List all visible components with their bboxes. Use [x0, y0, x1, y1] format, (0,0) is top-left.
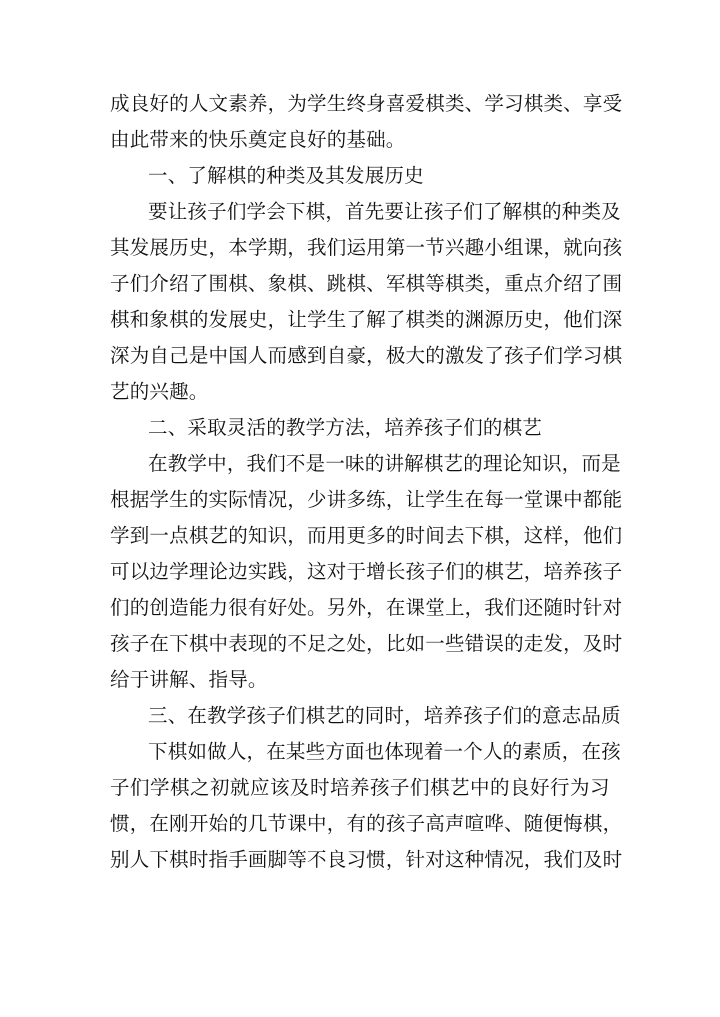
paragraph-line: 其 发 展 历 史 ， 本 学 期 ， 我 们 运 用 第 一 节 兴 趣 小 组 课 ， 就 向 孩	[110, 236, 623, 259]
paragraph-line: 下 棋 如 做 人 ， 在 某 些 方 面 也 体 现 着 一 个 人 的 素 质 ， 在 孩	[148, 740, 621, 763]
paragraph-line: 惯 ， 在 刚 开 始 的 几 节 课 中 ， 有 的 孩 子 高 声 喧 哗 、 随 便 悔 棋 ，	[110, 812, 623, 835]
paragraph-line: 成 良 好 的 人 文 素 养 ， 为 学 生 终 身 喜 爱 棋 类 、 学 习 棋 类 、 享 受	[110, 92, 623, 115]
paragraph-line: 子 们 介 绍 了 围 棋 、 象 棋 、 跳 棋 、 军 棋 等 棋 类 ， 重 点 介 绍 了 围	[110, 272, 623, 295]
paragraph-line: 别 人 下 棋 时 指 手 画 脚 等 不 良 习 惯 ， 针 对 这 种 情 况 ， 我 们 及 时	[110, 848, 623, 871]
document-body	[110, 86, 623, 878]
paragraph-line: 可 以 边 学 理 论 边 实 践 ， 这 对 于 增 长 孩 子 们 的 棋 艺 ， 培 养 孩 子	[110, 560, 623, 583]
paragraph-line: 孩 子 在 下 棋 中 表 现 的 不 足 之 处 ， 比 如 一 些 错 误 的 走 发 ， 及 时	[110, 632, 623, 655]
section-heading: 二、采取灵活的教学方法，培养孩子们的棋艺	[148, 416, 543, 439]
paragraph-line: 根 据 学 生 的 实 际 情 况 ， 少 讲 多 练 ， 让 学 生 在 每 一 堂 课 中 都 能	[110, 488, 623, 511]
paragraph-line: 子 们 学 棋 之 初 就 应 该 及 时 培 养 孩 子 们 棋 艺 中 的 良 好 行 为 习	[110, 776, 610, 799]
paragraph-line: 艺的兴趣。	[110, 380, 209, 403]
paragraph-line: 给于讲解、指导。	[110, 668, 268, 691]
paragraph-line: 们 的 创 造 能 力 很 有 好 处 。 另 外 ， 在 课 堂 上 ， 我 们 还 随 时 针 对	[110, 596, 623, 619]
section-heading: 三、在教学孩子们棋艺的同时，培养孩子们的意志品质	[148, 704, 621, 727]
paragraph-line: 学 到 一 点 棋 艺 的 知 识 ， 而 用 更 多 的 时 间 去 下 棋 ， 这 样 ， 他 们	[110, 524, 623, 547]
paragraph-line: 棋 和 象 棋 的 发 展 史 ， 让 学 生 了 解 了 棋 类 的 渊 源 历 史 ， 他 们 深	[110, 308, 623, 331]
section-heading: 一、了解棋的种类及其发展历史	[148, 164, 424, 187]
paragraph-line: 在 教 学 中 ， 我 们 不 是 一 味 的 讲 解 棋 艺 的 理 论 知 识 ， 而 是	[148, 452, 621, 475]
paragraph-line: 深 为 自 己 是 中 国 人 而 感 到 自 豪 ， 极 大 的 激 发 了 孩 子 们 学 习 棋	[110, 344, 623, 367]
paragraph-line: 要 让 孩 子 们 学 会 下 棋 ， 首 先 要 让 孩 子 们 了 解 棋 的 种 类 及	[148, 200, 621, 223]
paragraph-line: 由此带来的快乐奠定良好的基础。	[110, 128, 406, 151]
